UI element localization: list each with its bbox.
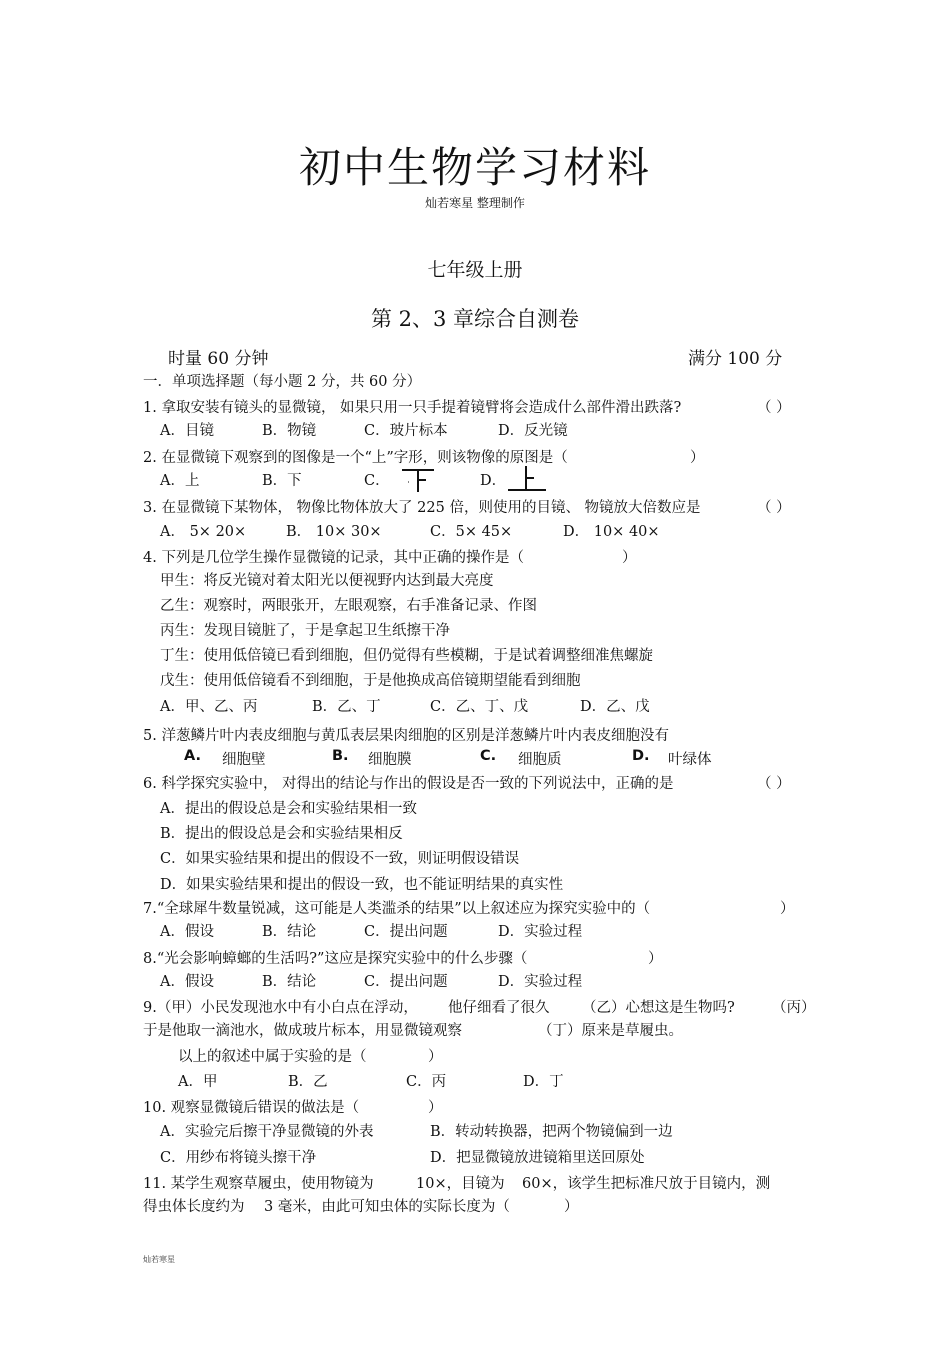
q6-option-c[interactable]: C．如果实验结果和提出的假设不一致，则证明假设错误 (160, 851, 520, 867)
q1-option-a[interactable]: A．目镜 (160, 423, 214, 439)
question-11-stem-b: 10×，目镜为 (416, 1176, 505, 1192)
question-1-stem: 1. 拿取安装有镜头的显微镜， 如果只用一只手提着镜臂将会造成什么部件滑出跌落? (143, 400, 682, 416)
q4-option-d[interactable]: D．乙、戊 (580, 699, 650, 715)
q7-option-a[interactable]: A．假设 (160, 924, 214, 940)
question-4-paren: ） (622, 550, 637, 566)
q2-option-d[interactable]: D． (480, 473, 507, 489)
q10-option-c[interactable]: C．用纱布将镜头擦干净 (160, 1150, 317, 1166)
q1-option-c[interactable]: C．玻片标本 (364, 423, 448, 439)
question-3-stem: 3. 在显微镜下某物体， 物像比物体放大了 225 倍，则使用的目镜、 物镜放大倍数应是 (143, 500, 701, 516)
q3-option-c[interactable]: C．5× 45× (430, 524, 513, 540)
q2-option-a[interactable]: A．上 (160, 473, 200, 489)
question-9-stem-c: （乙）心想这是生物吗? (582, 1000, 735, 1016)
q8-option-b[interactable]: B．结论 (262, 974, 317, 990)
question-9-stem-d: （丙） (772, 1000, 816, 1016)
question-8-stem: 8.“光会影响蟑螂的生活吗?”这应是探究实验中的什么步骤（ (143, 951, 528, 967)
q5-option-d-letter[interactable]: D. (632, 748, 650, 764)
q10-option-d[interactable]: D．把显微镜放进镜箱里送回原处 (430, 1150, 645, 1166)
question-3-paren: （ ） (757, 500, 791, 516)
question-1-paren: （ ） (757, 400, 791, 416)
q8-option-d[interactable]: D．实验过程 (498, 974, 583, 990)
q4-record-5: 戊生：使用低倍镜看不到细胞，于是他换成高倍镜期望能看到细胞 (160, 673, 581, 689)
question-2-stem: 2. 在显微镜下观察到的图像是一个“上”字形，则该物像的原图是（ (143, 450, 568, 466)
footer-watermark: 灿若寒星 (143, 1255, 175, 1264)
question-10-stem: 10. 观察显微镜后错误的做法是（ (143, 1100, 360, 1116)
q5-option-a-text[interactable]: 细胞壁 (222, 752, 266, 768)
q3-option-d[interactable]: D． 10× 40× (563, 524, 660, 540)
q9-option-b[interactable]: B．乙 (288, 1074, 328, 1090)
q4-record-1: 甲生：将反光镜对着太阳光以便视野内达到最大亮度 (160, 573, 494, 589)
question-11-line2a: 得虫体长度约为 (143, 1199, 245, 1215)
q4-record-4: 丁生：使用低倍镜已看到细胞，但仍觉得有些模糊，于是试着调整细准焦螺旋 (160, 648, 653, 664)
q5-option-c-letter[interactable]: C. (480, 748, 497, 764)
q5-option-d-text[interactable]: 叶绿体 (668, 752, 712, 768)
question-5-stem: 5. 洋葱鳞片叶内表皮细胞与黄瓜表层果肉细胞的区别是洋葱鳞片叶内表皮细胞没有 (143, 728, 669, 744)
q9-option-d[interactable]: D．丁 (523, 1074, 564, 1090)
q5-option-a-letter[interactable]: A. (184, 748, 201, 764)
question-6-stem: 6. 科学探究实验中， 对得出的结论与作出的假设是否一致的下列说法中，正确的是 (143, 776, 674, 792)
q6-option-d[interactable]: D．如果实验结果和提出的假设一致，也不能证明结果的真实性 (160, 877, 564, 893)
test-title: 第 2、3 章综合自测卷 (370, 307, 580, 331)
q7-option-b[interactable]: B．结论 (262, 924, 317, 940)
time-limit: 时量 60 分钟 (168, 349, 269, 369)
full-score: 满分 100 分 (688, 349, 783, 369)
question-9-line2a: 于是他取一滴池水，做成玻片标本，用显微镜观察 (143, 1023, 462, 1039)
question-10-paren: ） (428, 1100, 443, 1116)
question-9-stem-a: 9.（甲）小民发现池水中有小白点在浮动， (143, 1000, 418, 1016)
q4-record-2: 乙生：观察时，两眼张开，左眼观察，右手准备记录、作图 (160, 598, 537, 614)
q9-option-c[interactable]: C．丙 (406, 1074, 447, 1090)
subtitle: 灿若寒星 整理制作 (425, 196, 525, 210)
q4-option-b[interactable]: B．乙、丁 (312, 699, 381, 715)
q3-option-a[interactable]: A． 5× 20× (160, 524, 247, 540)
q1-option-d[interactable]: D．反光镜 (498, 423, 568, 439)
question-6-paren: （ ） (757, 776, 791, 792)
q3-option-b[interactable]: B． 10× 30× (286, 524, 382, 540)
question-8-paren: ） (648, 951, 663, 967)
q5-option-b-letter[interactable]: B. (332, 748, 349, 764)
question-9-line3: 以上的叙述中属于实验的是（ (178, 1049, 367, 1065)
q5-option-b-text[interactable]: 细胞膜 (368, 752, 412, 768)
q4-option-a[interactable]: A．甲、乙、丙 (160, 699, 258, 715)
q1-option-b[interactable]: B．物镜 (262, 423, 317, 439)
q5-option-c-text[interactable]: 细胞质 (518, 752, 562, 768)
q10-option-b[interactable]: B．转动转换器，把两个物镜偏到一边 (430, 1124, 673, 1140)
question-7-stem: 7.“全球犀牛数量锐减，这可能是人类滥杀的结果”以上叙述应为探究实验中的（ (143, 901, 651, 917)
rotated-shang-glyph-d (504, 464, 548, 494)
q10-option-a[interactable]: A．实验完后擦干净显微镜的外表 (160, 1124, 374, 1140)
q7-option-c[interactable]: C．提出问题 (364, 924, 448, 940)
grade-heading: 七年级上册 (427, 259, 523, 281)
q4-record-3: 丙生：发现目镜脏了，于是拿起卫生纸擦干净 (160, 623, 450, 639)
question-9-paren: ） (428, 1049, 443, 1065)
q8-option-a[interactable]: A．假设 (160, 974, 214, 990)
q4-option-c[interactable]: C．乙、丁、戊 (430, 699, 529, 715)
q7-option-d[interactable]: D．实验过程 (498, 924, 583, 940)
question-11-stem: 11. 某学生观察草履虫，使用物镜为 (143, 1176, 374, 1192)
question-11-line2b: 3 毫米，由此可知虫体的实际长度为（ (264, 1199, 510, 1215)
question-4-stem: 4. 下列是几位学生操作显微镜的记录，其中正确的操作是（ (143, 550, 524, 566)
q2-option-c[interactable]: C． (364, 473, 390, 489)
q6-option-b[interactable]: B．提出的假设总是会和实验结果相反 (160, 826, 403, 842)
question-2-paren: ） (690, 450, 705, 466)
q9-option-a[interactable]: A．甲 (178, 1074, 218, 1090)
question-11-stem-c: 60×，该学生把标准尺放于目镜内，测 (522, 1176, 771, 1192)
question-7-paren: ） (780, 901, 795, 917)
question-9-line2b: （丁）原来是草履虫。 (538, 1023, 683, 1039)
question-11-paren: ） (564, 1199, 579, 1215)
section-heading: 一．单项选择题（每小题 2 分，共 60 分） (143, 374, 422, 390)
question-9-stem-b: 他仔细看了很久 (448, 1000, 550, 1016)
q6-option-a[interactable]: A．提出的假设总是会和实验结果相一致 (160, 801, 417, 817)
rotated-shang-glyph-c (396, 464, 440, 494)
q2-option-b[interactable]: B．下 (262, 473, 302, 489)
page-title: 初中生物学习材料 (298, 143, 651, 192)
q8-option-c[interactable]: C．提出问题 (364, 974, 448, 990)
